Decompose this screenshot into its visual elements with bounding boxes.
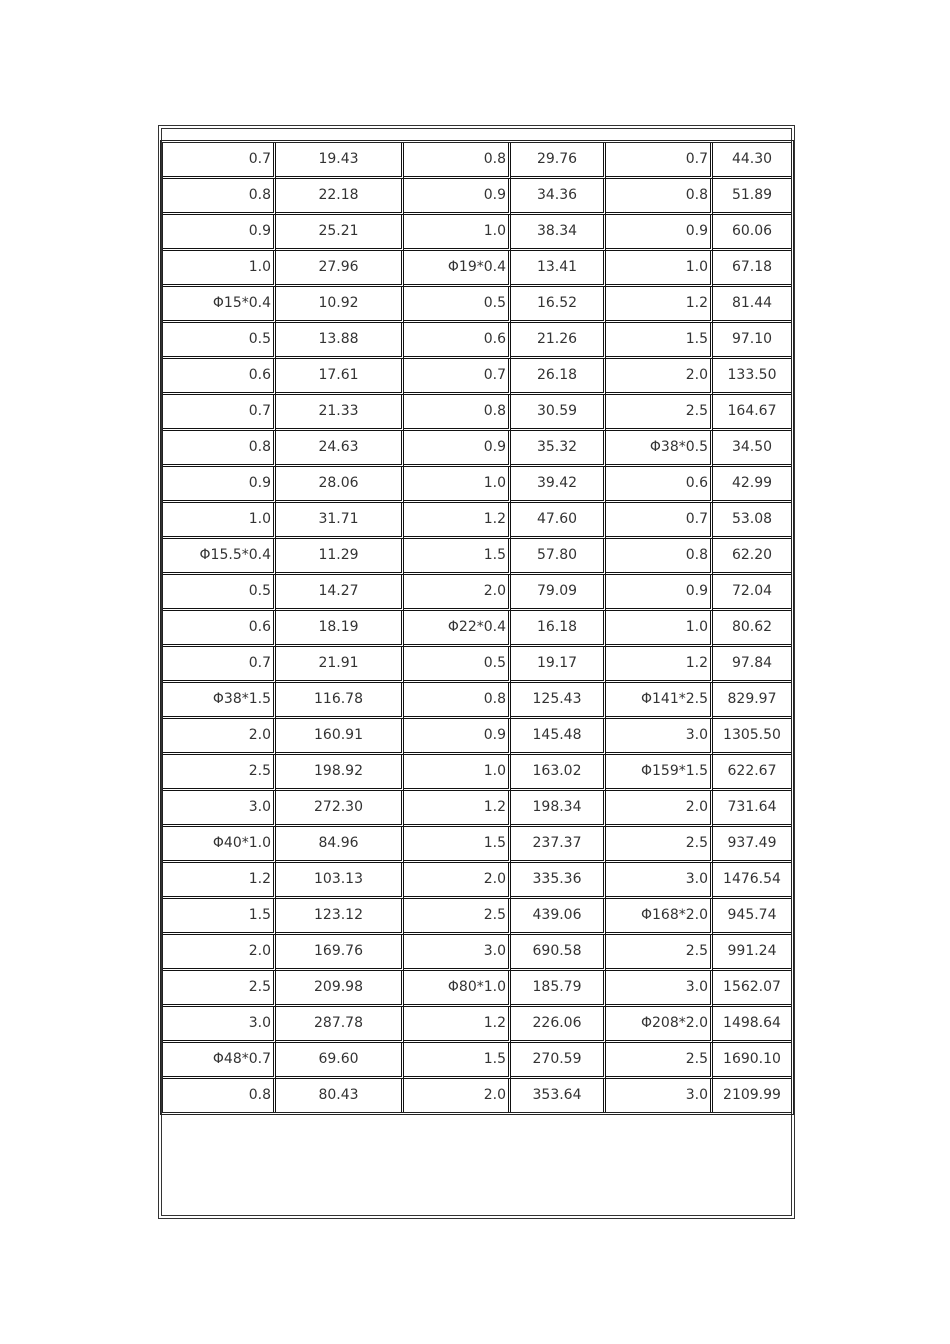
weight-cell: 1476.54 — [713, 863, 791, 899]
size-cell: 0.9 — [606, 575, 713, 611]
size-cell: 3.0 — [163, 1007, 276, 1043]
size-cell: 0.8 — [606, 179, 713, 215]
size-cell: 0.8 — [163, 179, 276, 215]
size-cell: 0.7 — [163, 647, 276, 683]
size-cell: 0.5 — [163, 575, 276, 611]
weight-cell: 353.64 — [511, 1079, 606, 1112]
weight-cell: 21.91 — [276, 647, 404, 683]
table-row — [163, 359, 791, 395]
table-row — [163, 431, 791, 467]
weight-cell: 10.92 — [276, 287, 404, 323]
table-row — [163, 755, 791, 791]
size-cell: 0.8 — [404, 143, 511, 179]
size-cell: 2.0 — [606, 791, 713, 827]
table-row — [163, 215, 791, 251]
table-row — [163, 575, 791, 611]
table-row — [163, 323, 791, 359]
size-cell: 2.5 — [404, 899, 511, 935]
weight-cell: 24.63 — [276, 431, 404, 467]
weight-cell: 38.34 — [511, 215, 606, 251]
weight-cell: 2109.99 — [723, 1087, 781, 1103]
size-cell: Φ40*1.0 — [163, 827, 276, 863]
size-cell: 0.5 — [163, 323, 276, 359]
size-cell: 1.0 — [404, 215, 511, 251]
weight-cell: 19.43 — [276, 143, 404, 179]
weight-cell: 17.61 — [276, 359, 404, 395]
weight-cell: 1498.64 — [713, 1007, 791, 1043]
size-cell: 2.0 — [404, 1079, 511, 1112]
size-cell: 0.9 — [404, 719, 511, 755]
size-cell: 3.0 — [404, 935, 511, 971]
weight-cell: 272.30 — [276, 791, 404, 827]
table-row — [163, 251, 791, 287]
weight-cell: 335.36 — [511, 863, 606, 899]
size-cell: 0.7 — [163, 143, 276, 179]
weight-cell: 25.21 — [276, 215, 404, 251]
weight-cell: 21.33 — [276, 395, 404, 431]
size-cell: 3.0 — [606, 719, 713, 755]
size-cell: 1.0 — [404, 467, 511, 503]
size-cell: 0.9 — [163, 215, 276, 251]
size-cell: 0.5 — [404, 647, 511, 683]
table-row — [163, 863, 791, 899]
size-cell: 0.7 — [163, 395, 276, 431]
weight-cell: 80.43 — [276, 1079, 404, 1112]
size-cell: Φ208*2.0 — [606, 1007, 713, 1043]
size-cell: Φ159*1.5 — [606, 755, 713, 791]
table-row — [163, 899, 791, 935]
weight-cell: 13.41 — [511, 251, 606, 287]
size-cell: 1.2 — [606, 287, 713, 323]
weight-cell: 35.32 — [511, 431, 606, 467]
weight-cell: 622.67 — [713, 755, 791, 791]
size-cell: 2.5 — [606, 827, 713, 863]
table-row — [163, 719, 791, 755]
weight-cell: 51.89 — [713, 179, 791, 215]
pipe-weight-table — [160, 140, 794, 1115]
size-cell: 0.8 — [163, 431, 276, 467]
weight-cell: 80.62 — [713, 611, 791, 647]
weight-cell: 133.50 — [713, 359, 791, 395]
size-cell: 3.0 — [606, 863, 713, 899]
size-cell: 1.2 — [163, 863, 276, 899]
size-cell: 1.0 — [163, 251, 276, 287]
size-cell: 0.9 — [163, 467, 276, 503]
size-cell: 1.2 — [404, 503, 511, 539]
weight-cell: 67.18 — [713, 251, 791, 287]
table-row — [163, 611, 791, 647]
size-cell: 0.9 — [404, 431, 511, 467]
size-cell: 0.7 — [404, 359, 511, 395]
size-cell: 0.6 — [606, 467, 713, 503]
table-row — [163, 971, 791, 1007]
weight-cell: 937.49 — [713, 827, 791, 863]
size-cell: Φ15.5*0.4 — [163, 539, 276, 575]
size-cell: Φ15*0.4 — [163, 287, 276, 323]
size-cell: 0.8 — [163, 1079, 276, 1112]
size-cell: 0.8 — [606, 539, 713, 575]
weight-cell: 169.76 — [276, 935, 404, 971]
table-row — [163, 467, 791, 503]
size-cell: 3.0 — [163, 791, 276, 827]
table-row — [163, 539, 791, 575]
weight-cell: 21.26 — [511, 323, 606, 359]
weight-cell: 72.04 — [713, 575, 791, 611]
weight-cell: 44.30 — [713, 143, 791, 179]
weight-cell: 237.37 — [511, 827, 606, 863]
weight-cell: 16.52 — [511, 287, 606, 323]
weight-cell: 57.80 — [511, 539, 606, 575]
weight-cell: 945.74 — [713, 899, 791, 935]
weight-cell: 30.59 — [511, 395, 606, 431]
weight-cell: 81.44 — [713, 287, 791, 323]
table-row — [163, 827, 791, 863]
table-row — [163, 503, 791, 539]
size-cell: Φ168*2.0 — [606, 899, 713, 935]
weight-cell: 160.91 — [276, 719, 404, 755]
weight-cell: 69.60 — [276, 1043, 404, 1079]
weight-cell: 14.27 — [276, 575, 404, 611]
weight-cell: 62.20 — [713, 539, 791, 575]
table-row — [163, 683, 791, 719]
table-row — [163, 1043, 791, 1079]
size-cell: 2.0 — [404, 575, 511, 611]
weight-cell: 60.06 — [713, 215, 791, 251]
table-row — [163, 143, 791, 179]
size-cell: 1.2 — [404, 791, 511, 827]
size-cell: 2.5 — [163, 755, 276, 791]
weight-cell: 287.78 — [276, 1007, 404, 1043]
table-row — [163, 935, 791, 971]
size-cell: 0.9 — [404, 179, 511, 215]
weight-cell: 39.42 — [511, 467, 606, 503]
size-cell: 2.5 — [606, 1043, 713, 1079]
weight-cell: 97.84 — [713, 647, 791, 683]
size-cell: 3.0 — [606, 971, 713, 1007]
weight-cell: 163.02 — [511, 755, 606, 791]
weight-cell: 226.06 — [511, 1007, 606, 1043]
weight-cell: 79.09 — [511, 575, 606, 611]
size-cell: 2.5 — [606, 935, 713, 971]
weight-cell: 34.36 — [511, 179, 606, 215]
weight-cell: 185.79 — [511, 971, 606, 1007]
size-cell: Φ141*2.5 — [606, 683, 713, 719]
size-cell: Φ48*0.7 — [163, 1043, 276, 1079]
table-row — [163, 647, 791, 683]
weight-cell: 1690.10 — [713, 1043, 791, 1079]
table-row — [163, 179, 791, 215]
size-cell: 1.5 — [163, 899, 276, 935]
size-cell: Φ38*1.5 — [163, 683, 276, 719]
size-cell: 1.5 — [404, 1043, 511, 1079]
size-cell: Φ38*0.5 — [606, 431, 713, 467]
weight-cell: 1305.50 — [713, 719, 791, 755]
size-cell: 0.6 — [163, 611, 276, 647]
weight-cell: 26.18 — [511, 359, 606, 395]
size-cell: 1.0 — [606, 251, 713, 287]
weight-cell: 829.97 — [713, 683, 791, 719]
weight-cell: 991.24 — [713, 935, 791, 971]
size-cell: 0.7 — [606, 503, 713, 539]
weight-cell: 29.76 — [511, 143, 606, 179]
weight-cell: 164.67 — [713, 395, 791, 431]
size-cell: 1.5 — [404, 539, 511, 575]
table-row — [163, 287, 791, 323]
size-cell: 2.0 — [404, 863, 511, 899]
weight-cell: 731.64 — [713, 791, 791, 827]
weight-cell: 145.48 — [511, 719, 606, 755]
weight-cell: 11.29 — [276, 539, 404, 575]
weight-cell: 28.06 — [276, 467, 404, 503]
size-cell: Φ80*1.0 — [404, 971, 511, 1007]
weight-cell: 198.92 — [276, 755, 404, 791]
weight-cell: 47.60 — [511, 503, 606, 539]
table-row — [163, 791, 791, 827]
size-cell: Φ19*0.4 — [404, 251, 511, 287]
size-cell: 3.0 — [606, 1079, 713, 1112]
weight-cell: 16.18 — [511, 611, 606, 647]
weight-cell: 439.06 — [511, 899, 606, 935]
weight-cell: 209.98 — [276, 971, 404, 1007]
size-cell: 2.0 — [606, 359, 713, 395]
size-cell: 2.5 — [606, 395, 713, 431]
size-cell: 1.0 — [163, 503, 276, 539]
weight-cell: 84.96 — [276, 827, 404, 863]
size-cell: 1.0 — [404, 755, 511, 791]
weight-cell: 19.17 — [511, 647, 606, 683]
weight-cell: 123.12 — [276, 899, 404, 935]
weight-cell: 53.08 — [713, 503, 791, 539]
table-body — [163, 143, 791, 1112]
size-cell: 0.6 — [404, 323, 511, 359]
table-row — [163, 1079, 791, 1112]
weight-cell: 42.99 — [713, 467, 791, 503]
weight-cell: 690.58 — [511, 935, 606, 971]
weight-cell: 125.43 — [511, 683, 606, 719]
table-row — [163, 1007, 791, 1043]
size-cell: 0.5 — [404, 287, 511, 323]
weight-cell: 103.13 — [276, 863, 404, 899]
size-cell: 1.0 — [606, 611, 713, 647]
size-cell: 1.5 — [606, 323, 713, 359]
size-cell: 0.8 — [404, 683, 511, 719]
weight-cell: 13.88 — [276, 323, 404, 359]
size-cell: Φ22*0.4 — [404, 611, 511, 647]
weight-cell: 97.10 — [713, 323, 791, 359]
size-cell: 2.0 — [163, 719, 276, 755]
size-cell: 1.5 — [404, 827, 511, 863]
weight-cell: 31.71 — [276, 503, 404, 539]
weight-cell: 27.96 — [276, 251, 404, 287]
size-cell: 0.9 — [606, 215, 713, 251]
size-cell: 0.8 — [404, 395, 511, 431]
weight-cell: 1562.07 — [713, 971, 791, 1007]
weight-cell: 34.50 — [713, 431, 791, 467]
size-cell: 1.2 — [606, 647, 713, 683]
weight-cell: 198.34 — [511, 791, 606, 827]
size-cell: 2.5 — [163, 971, 276, 1007]
weight-cell: 116.78 — [276, 683, 404, 719]
size-cell: 2.0 — [163, 935, 276, 971]
weight-cell: 270.59 — [511, 1043, 606, 1079]
weight-cell: 22.18 — [276, 179, 404, 215]
weight-cell: 18.19 — [276, 611, 404, 647]
size-cell: 1.2 — [404, 1007, 511, 1043]
size-cell: 0.6 — [163, 359, 276, 395]
table-row — [163, 395, 791, 431]
size-cell: 0.7 — [606, 143, 713, 179]
